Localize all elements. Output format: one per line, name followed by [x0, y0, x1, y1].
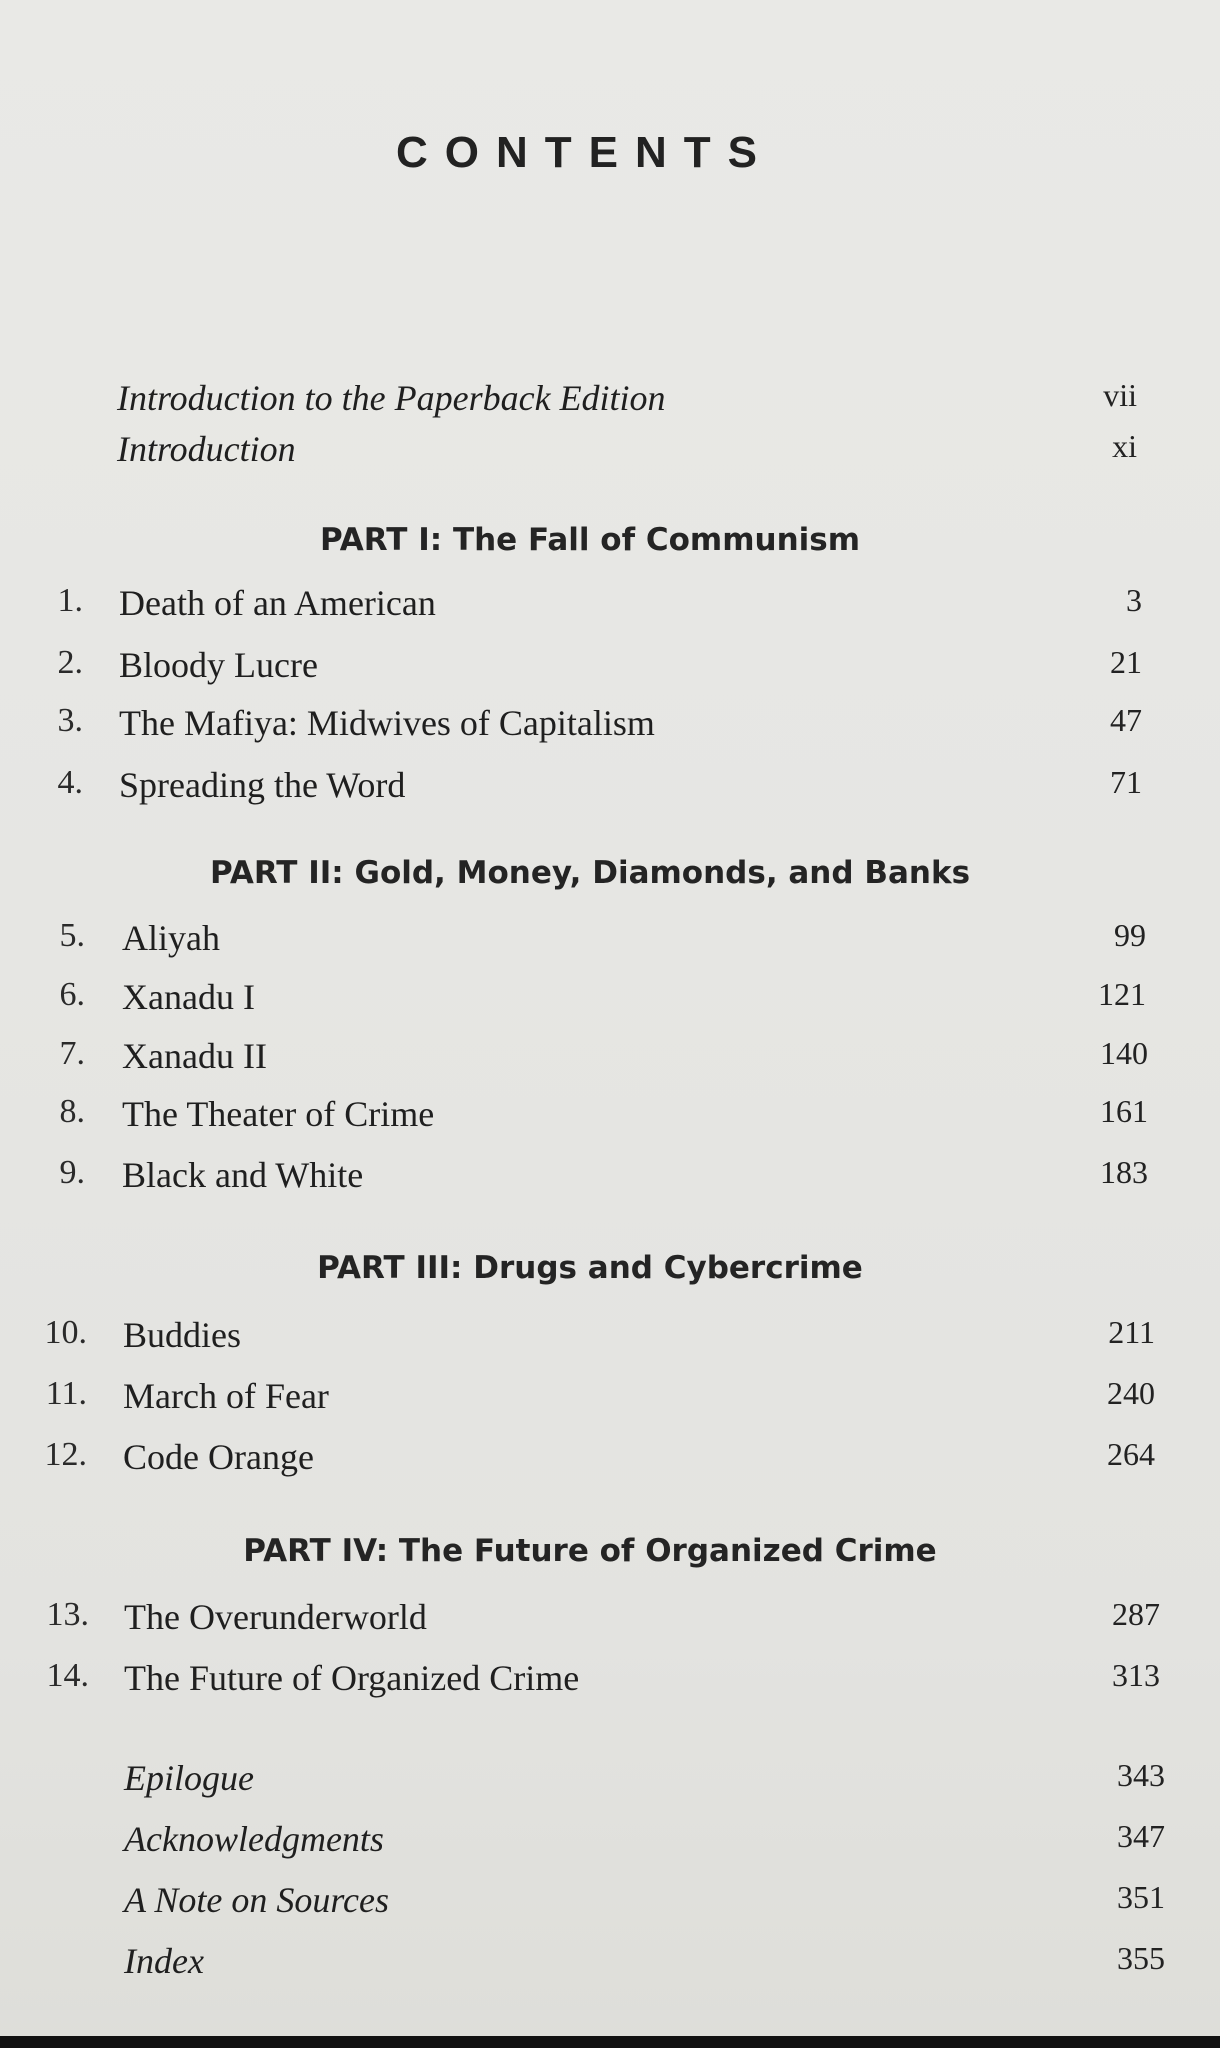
chapter-title: Xanadu II — [122, 1036, 267, 1076]
chapter-number: 11. — [45, 1375, 87, 1412]
chapter-page: 240 — [1107, 1375, 1155, 1411]
chapter-title: The Theater of Crime — [122, 1094, 435, 1134]
entry-title: A Note on Sources — [124, 1880, 389, 1920]
toc-entry — [0, 917, 1220, 967]
chapter-title: The Future of Organized Crime — [124, 1658, 580, 1698]
chapter-page: 140 — [1100, 1035, 1148, 1071]
chapter-number: 3. — [57, 702, 83, 739]
toc-entry — [0, 702, 1220, 752]
chapter-number: 6. — [59, 976, 85, 1013]
toc-entry — [0, 1879, 1220, 1929]
chapter-number: 14. — [46, 1657, 89, 1694]
chapter-title: Code Orange — [123, 1437, 314, 1477]
entry-page: 343 — [1117, 1757, 1165, 1793]
part-heading: PART II: Gold, Money, Diamonds, and Banks — [209, 855, 971, 891]
chapter-title: Aliyah — [122, 918, 220, 958]
chapter-page: 71 — [1110, 764, 1142, 800]
toc-entry — [0, 1154, 1220, 1204]
chapter-number: 7. — [59, 1035, 85, 1072]
toc-entry — [0, 1818, 1220, 1868]
entry-page: xi — [1112, 428, 1137, 464]
toc-entry — [0, 1375, 1220, 1425]
toc-entry — [0, 1596, 1220, 1646]
toc-entry — [0, 1035, 1220, 1085]
chapter-page: 287 — [1112, 1596, 1160, 1632]
toc-entry — [0, 582, 1220, 632]
chapter-title: Spreading the Word — [119, 765, 406, 805]
part-heading: PART IV: The Future of Organized Crime — [243, 1533, 937, 1569]
entry-page: 355 — [1117, 1940, 1165, 1976]
entry-title: Introduction to the Paperback Edition — [117, 378, 666, 418]
chapter-number: 10. — [44, 1314, 87, 1351]
chapter-page: 99 — [1114, 917, 1146, 953]
entry-title: Introduction — [117, 429, 296, 469]
chapter-page: 21 — [1110, 644, 1142, 680]
toc-entry — [0, 976, 1220, 1026]
toc-entry — [0, 1757, 1220, 1807]
chapter-page: 211 — [1108, 1314, 1155, 1350]
part-heading: PART III: Drugs and Cybercrime — [317, 1250, 863, 1286]
toc-entry — [0, 644, 1220, 694]
chapter-page: 47 — [1110, 702, 1142, 738]
chapter-number: 9. — [59, 1154, 85, 1191]
toc-entry — [0, 1314, 1220, 1364]
page-title: CONTENTS — [396, 128, 774, 177]
chapter-title: Xanadu I — [122, 977, 255, 1017]
entry-page: 347 — [1117, 1818, 1165, 1854]
entry-title: Acknowledgments — [124, 1819, 384, 1859]
entry-page: vii — [1103, 377, 1137, 413]
toc-entry — [0, 1093, 1220, 1143]
chapter-number: 5. — [59, 917, 85, 954]
entry-title: Index — [124, 1941, 204, 1981]
toc-entry — [0, 377, 1220, 427]
chapter-number: 2. — [57, 644, 83, 681]
part-heading: PART I: The Fall of Communism — [319, 522, 861, 558]
chapter-page: 121 — [1098, 976, 1146, 1012]
chapter-title: Bloody Lucre — [119, 645, 318, 685]
chapter-title: The Mafiya: Midwives of Capitalism — [119, 703, 655, 743]
chapter-page: 3 — [1126, 582, 1142, 618]
toc-entry — [0, 1657, 1220, 1707]
chapter-title: Buddies — [123, 1315, 242, 1355]
chapter-page: 183 — [1100, 1154, 1148, 1190]
chapter-title: The Overunderworld — [124, 1597, 427, 1637]
entry-title: Epilogue — [124, 1758, 254, 1798]
chapter-number: 4. — [57, 764, 83, 801]
chapter-page: 313 — [1112, 1657, 1160, 1693]
toc-entry — [0, 1940, 1220, 1990]
toc-entry — [0, 1436, 1220, 1486]
toc-entry — [0, 764, 1220, 814]
toc-entry — [0, 428, 1220, 478]
page-edge — [0, 2036, 1220, 2048]
chapter-number: 8. — [59, 1093, 85, 1130]
entry-page: 351 — [1117, 1879, 1165, 1915]
chapter-title: Death of an American — [119, 583, 436, 623]
chapter-number: 1. — [57, 582, 83, 619]
chapter-title: Black and White — [122, 1155, 364, 1195]
chapter-page: 161 — [1100, 1093, 1148, 1129]
chapter-title: March of Fear — [123, 1376, 329, 1416]
chapter-number: 13. — [46, 1596, 89, 1633]
chapter-page: 264 — [1107, 1436, 1155, 1472]
chapter-number: 12. — [44, 1436, 87, 1473]
